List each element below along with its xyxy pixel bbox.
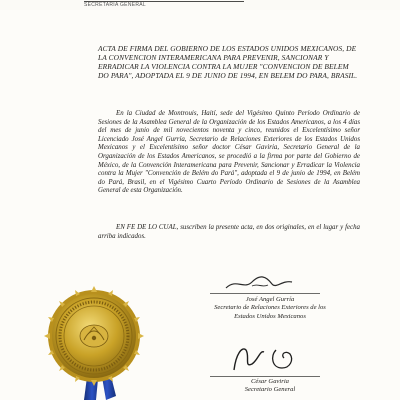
signatory-title-1b: Estados Unidos Mexicanos [234, 312, 306, 320]
body-paragraph-attestation: EN FE DE LO CUAL, suscriben la presente acta, en dos originales, en el lugar y fecha arriba indicados. [98, 224, 360, 240]
seal-serration [44, 286, 144, 386]
signatory-title-2: Secretario General [244, 386, 296, 394]
body-paragraph-signing: En la Ciudad de Montrouis, Haití, sede del Vigésimo Quinto Período Ordinario de Sesiones de la Asamblea General de la Organización de los Estados Americanos, a los 4 días del mes de junio de mil novecientos noventa y cinco, reunidos el Excelentísimo señor Licenciado José Angel Gurría, Secretario de Relaciones Exteriores de los Estados Unidos Mexicanos y el Excelentísimo señor doctor César Gaviria, Secretario General de la Organización de los Estados Americanos, se procedió a la firma por parte del Gobierno de México, de la Convención Interamericana para Prevenir, Sancionar y Erradicar la Violencia contra la Mujer "Convención de Belém do Pará", adoptada el 9 de junio de 1994, en Belém do Pará, Brasil, en el Vigésimo Cuarto Período Ordinario de Sesiones de la Asamblea General de esta Organización. [98, 110, 360, 195]
signatory-title-1a: Secretario de Relaciones Exteriores de los [214, 304, 326, 312]
signatory-name-2: César Gaviria [251, 378, 289, 385]
document-title: ACTA DE FIRMA DEL GOBIERNO DE LOS ESTADOS UNIDOS MEXICANOS, DE LA CONVENCION INTERAMERICANA PARA PREVENIR, SANCIONAR Y ERRADICAR LA VIOLENCIA CONTRA LA MUJER "CONVENCION DE BELEM DO PARA", ADOPTADA EL 9 DE JUNIO DE 1994, EN BELEM DO PARA, BRASIL. [98, 44, 358, 80]
gold-seal-icon [40, 284, 148, 400]
letterhead-department: SECRETARIA GENERAL [84, 2, 146, 8]
signature-gaviria [224, 340, 314, 376]
signatory-name-1: José Angel Gurría [245, 296, 295, 303]
signature-line-2 [210, 376, 320, 377]
signatory-block-2 [190, 378, 350, 395]
signature-line-1 [210, 293, 320, 294]
letterhead [0, 0, 400, 10]
signatory-block-1 [190, 296, 350, 321]
